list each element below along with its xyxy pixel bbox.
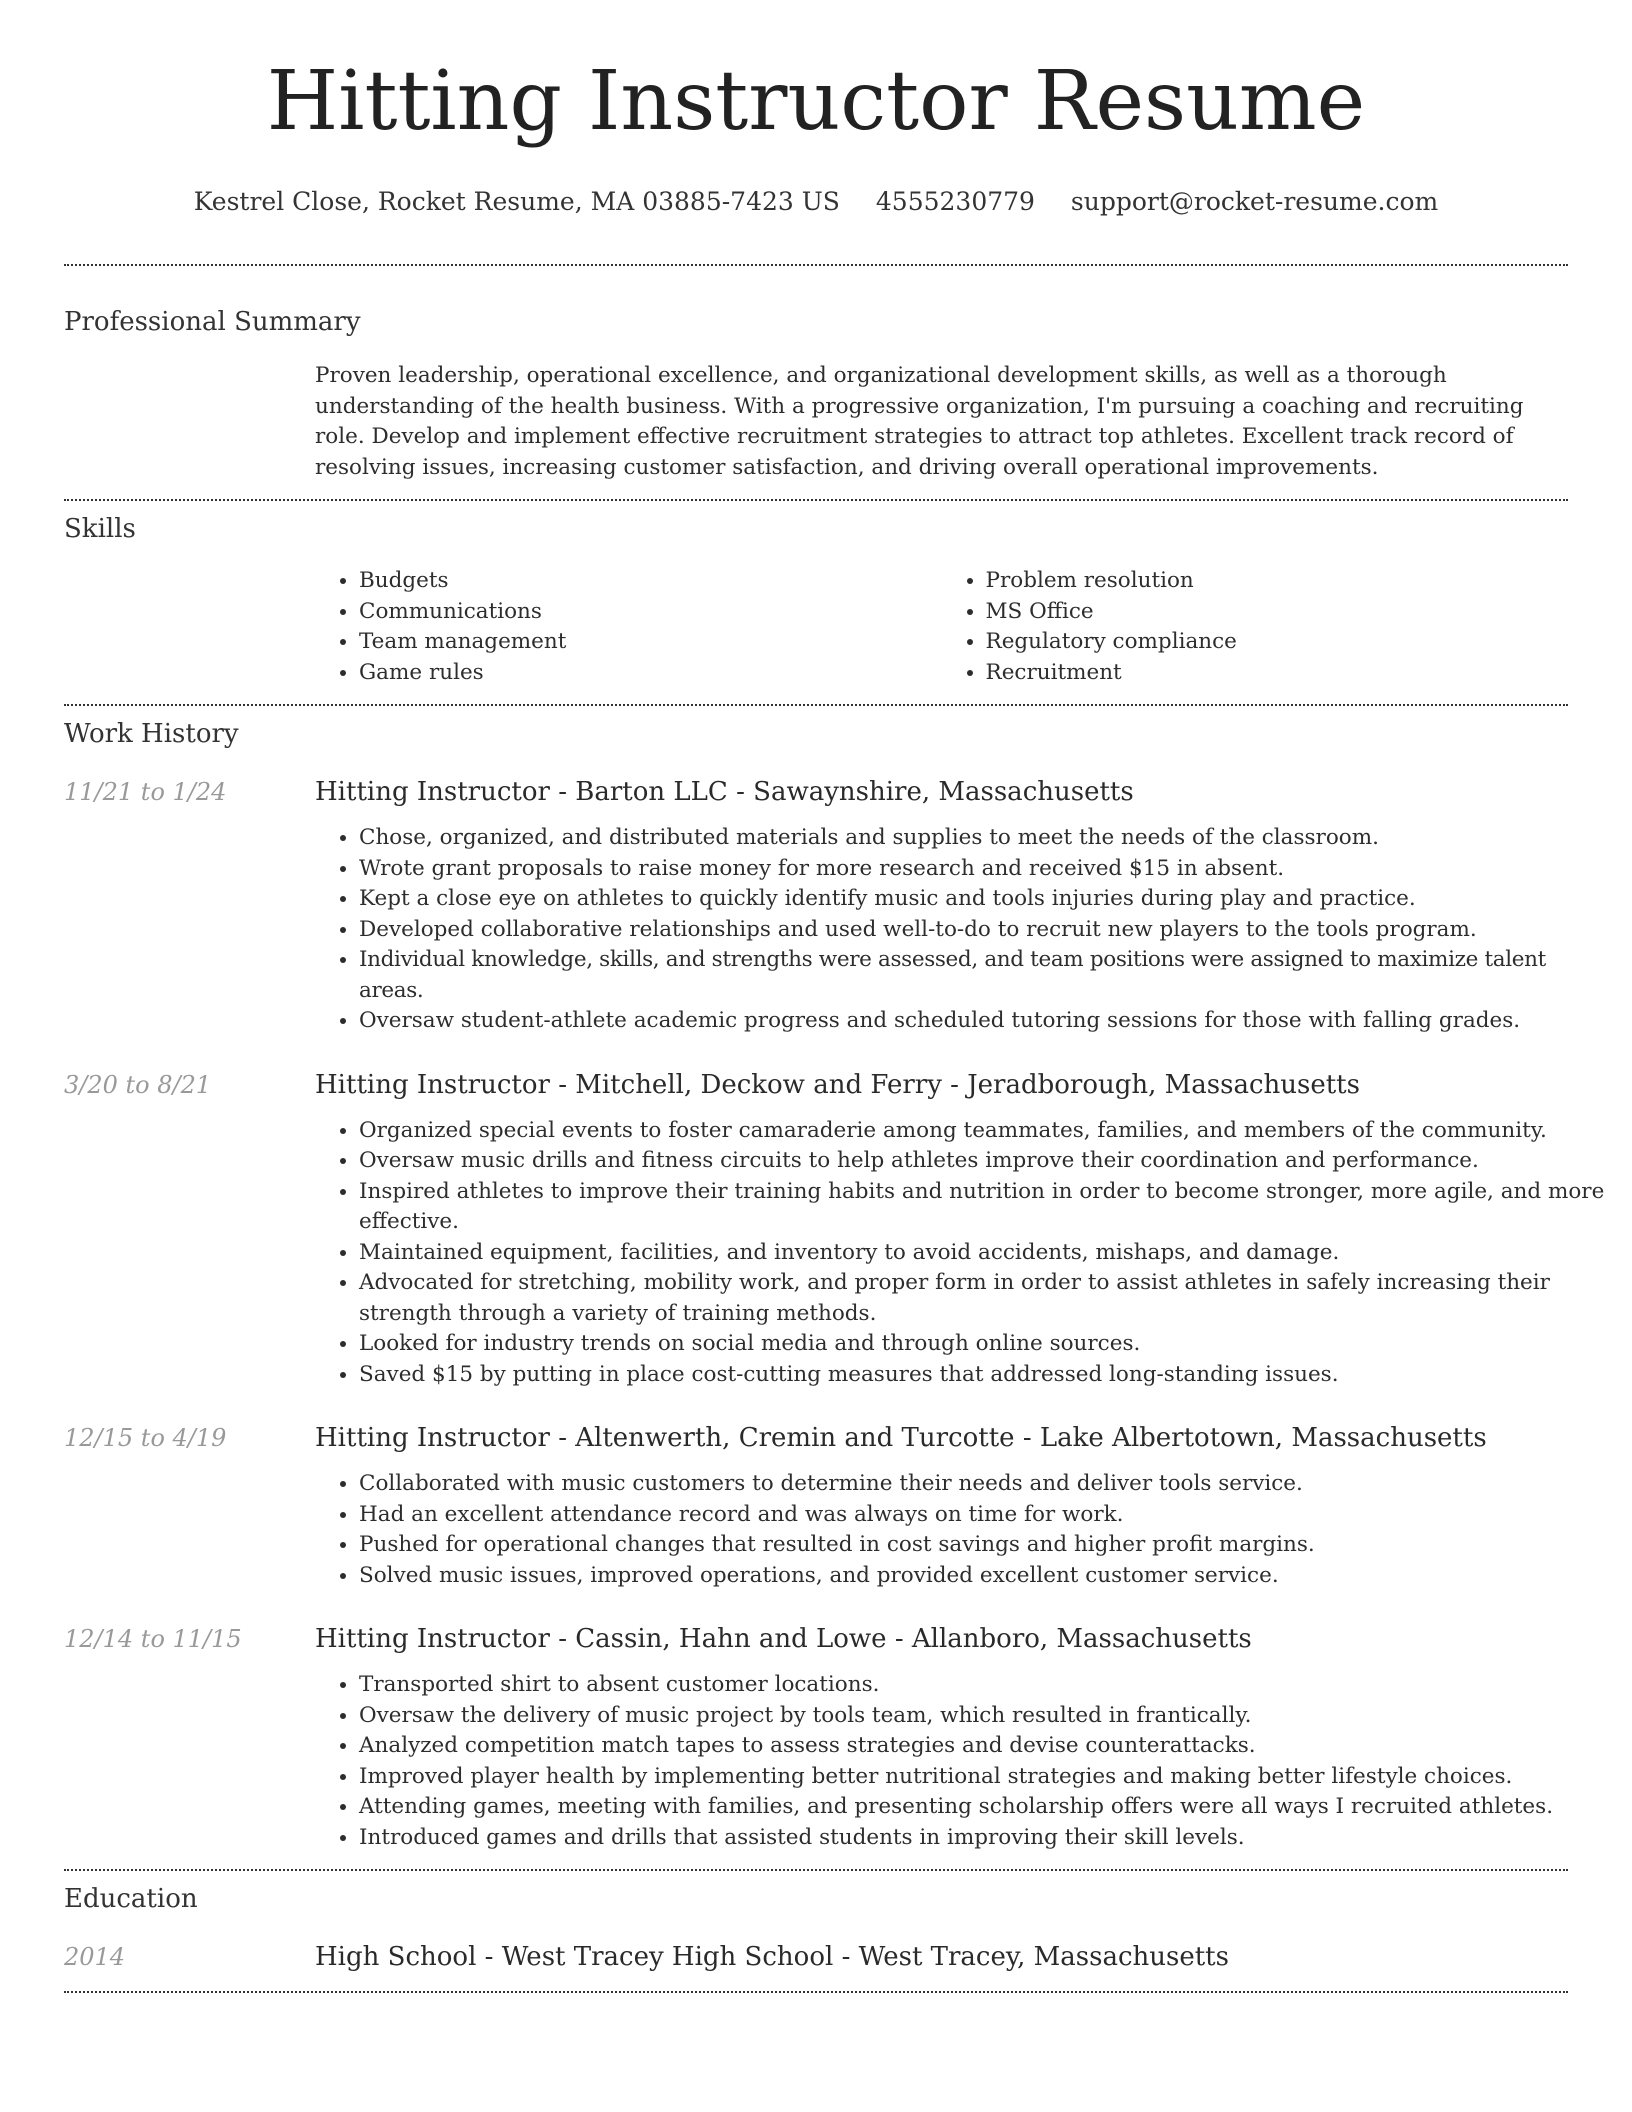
divider [64, 264, 1568, 266]
job-bullet: • Transported shirt to absent customer locations. [359, 1670, 1612, 1701]
job-bullet: • Improved player health by implementing better nutritional strategies and making better lifestyle choices. [359, 1762, 1612, 1793]
job-bullets [315, 1670, 1612, 1853]
skill-item: • MS Office [986, 597, 1569, 628]
job-bullet: • Collaborated with music customers to determine their needs and deliver tools service. [359, 1469, 1612, 1500]
job-bullet: • Developed collaborative relationships and used well-to-do to recruit new players to the tools program. [359, 915, 1612, 946]
job-bullet: • Pushed for operational changes that resulted in cost savings and higher profit margins. [359, 1530, 1612, 1561]
skill-item: • Communications [359, 597, 942, 628]
section-heading: Work History [64, 719, 239, 749]
job-bullet: • Inspired athletes to improve their training habits and nutrition in order to become stronger, more agile, and more effective. [359, 1177, 1612, 1238]
job-bullet: • Had an excellent attendance record and was always on time for work. [359, 1500, 1612, 1531]
work-section [64, 718, 1605, 1853]
job-bullet: • Saved $15 by putting in place cost-cutting measures that addressed long-standing issues. [359, 1360, 1612, 1391]
job-bullet: • Advocated for stretching, mobility work, and proper form in order to assist athletes in safely increasing their strength through a variety of training methods. [359, 1268, 1612, 1329]
skills-grid [315, 566, 1568, 688]
divider [64, 1869, 1568, 1871]
job-bullet: • Individual knowledge, skills, and strengths were assessed, and team positions were assigned to maximize talent areas. [359, 945, 1612, 1006]
page-title: Hitting Instructor Resume [266, 54, 1366, 149]
job-dates: 3/20 to 8/21 [64, 1070, 212, 1099]
job-bullet: • Wrote grant proposals to raise money for more research and received $15 in absent. [359, 854, 1612, 885]
skills-list-right [942, 566, 1569, 688]
summary-text: Proven leadership, operational excellence, and organizational development skills, as well as a thorough understanding of the health business. With a progressive organization, I'm pursuing a coaching and recruiting role. Develop and implement effective recruitment strategies to attract top athletes. Excellent track record of resolving issues, increasing customer satisfaction, and driving overall operational improvements. [315, 363, 1524, 480]
job-bullets [315, 1116, 1612, 1391]
skills-list-left [315, 566, 942, 688]
job-bullet: • Analyzed competition match tapes to assess strategies and devise counterattacks. [359, 1731, 1612, 1762]
job-bullet: • Oversaw student-athlete academic progress and scheduled tutoring sessions for those with falling grades. [359, 1006, 1612, 1037]
section-heading: Education [64, 1884, 198, 1914]
skills-section [64, 513, 1568, 688]
education-date: 2014 [64, 1943, 126, 1971]
job-bullet: • Attending games, meeting with families, and presenting scholarship offers were all ways I recruited athletes. [359, 1792, 1612, 1823]
job-header [64, 1623, 1568, 1655]
job-bullet: • Chose, organized, and distributed materials and supplies to meet the needs of the classroom. [359, 823, 1612, 854]
divider [64, 704, 1568, 706]
job-title: Hitting Instructor - Barton LLC - Sawaynshire, Massachusetts [315, 777, 1134, 807]
job-bullet: • Looked for industry trends on social media and through online sources. [359, 1329, 1612, 1360]
skill-item: • Team management [359, 627, 942, 658]
skill-item: • Regulatory compliance [986, 627, 1569, 658]
job-bullets [315, 823, 1612, 1037]
contact-address: Kestrel Close, Rocket Resume, MA 03885-7423 US [193, 187, 840, 216]
job-title: Hitting Instructor - Mitchell, Deckow and Ferry - Jeradborough, Massachusetts [315, 1069, 1360, 1100]
skill-item: • Problem resolution [986, 566, 1569, 597]
job-entry [64, 1623, 1568, 1853]
job-title: Hitting Instructor - Altenwerth, Cremin and Turcotte - Lake Albertotown, Massachusetts [315, 1423, 1487, 1453]
job-title: Hitting Instructor - Cassin, Hahn and Lowe - Allanboro, Massachusetts [315, 1624, 1252, 1654]
job-entry [64, 1069, 1605, 1391]
contact-phone: 4555230779 [875, 187, 1035, 216]
education-title: High School - West Tracey High School - West Tracey, Massachusetts [315, 1942, 1229, 1972]
education-entry [64, 1941, 1568, 1973]
job-bullet: • Introduced games and drills that assisted students in improving their skill levels. [359, 1823, 1612, 1854]
job-bullet: • Kept a close eye on athletes to quickly identify music and tools injuries during play and practice. [359, 884, 1612, 915]
education-section [64, 1883, 1568, 1973]
job-header [64, 1422, 1568, 1454]
skill-item: • Budgets [359, 566, 942, 597]
job-header [64, 776, 1568, 808]
summary-section [64, 306, 1568, 483]
job-entry [64, 1422, 1568, 1591]
divider [64, 1991, 1568, 1993]
job-bullet: • Maintained equipment, facilities, and inventory to avoid accidents, mishaps, and damage. [359, 1238, 1612, 1269]
job-header [64, 1069, 1568, 1101]
job-bullets [315, 1469, 1612, 1591]
job-dates: 12/14 to 11/15 [64, 1625, 242, 1653]
job-bullet: • Oversaw the delivery of music project by tools team, which resulted in frantically. [359, 1701, 1612, 1732]
section-heading: Skills [64, 514, 136, 544]
job-bullet: • Oversaw music drills and fitness circuits to help athletes improve their coordination and performance. [359, 1146, 1612, 1177]
job-dates: 11/21 to 1/24 [64, 778, 227, 806]
skill-item: • Game rules [359, 658, 942, 689]
contact-email: support@rocket-resume.com [1070, 187, 1439, 216]
job-dates: 12/15 to 4/19 [64, 1424, 227, 1452]
job-bullet: • Solved music issues, improved operations, and provided excellent customer service. [359, 1561, 1612, 1592]
resume-page [64, 0, 1605, 1993]
divider [64, 499, 1568, 501]
contact-line [64, 186, 1568, 218]
section-heading: Professional Summary [64, 307, 361, 337]
skill-item: • Recruitment [986, 658, 1569, 689]
job-bullet: • Organized special events to foster camaraderie among teammates, families, and members of the community. [359, 1116, 1612, 1147]
job-entry [64, 776, 1568, 1037]
